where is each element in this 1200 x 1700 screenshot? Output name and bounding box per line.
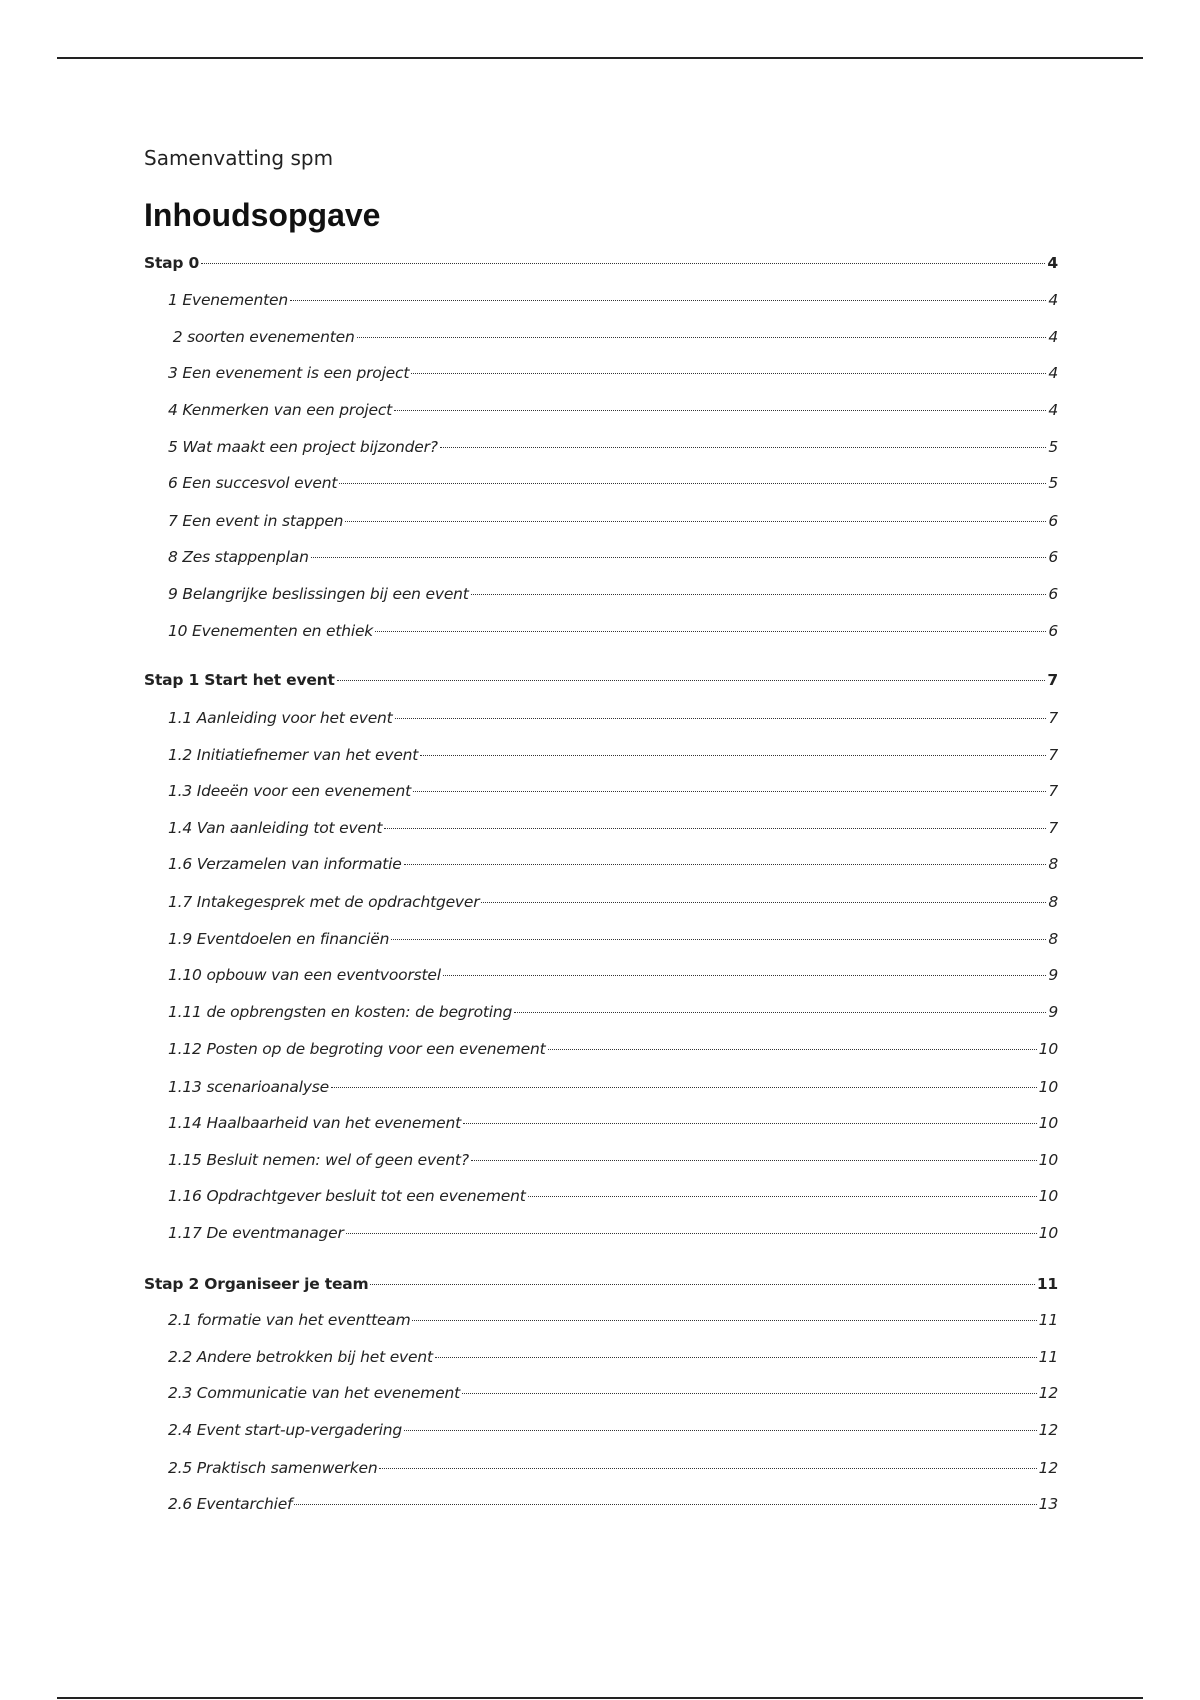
toc-page-number: 13: [1038, 1495, 1058, 1513]
toc-entry-title: 1.4 Van aanleiding tot event: [168, 819, 383, 837]
toc-entry-title: 4 Kenmerken van een project: [168, 401, 393, 419]
toc-dot-leader: [404, 1430, 1037, 1431]
toc-subsection-entry[interactable]: [144, 891, 1058, 913]
toc-page-number: 7: [1047, 671, 1058, 689]
toc-entry-title: 3 Een evenement is een project: [168, 364, 410, 382]
toc-section-entry[interactable]: [144, 1273, 1058, 1295]
toc-dot-leader: [339, 483, 1046, 484]
toc-entry-title: 1.3 Ideeën voor een evenement: [168, 782, 411, 800]
toc-entry-title: 1.14 Haalbaarheid van het evenement: [168, 1114, 461, 1132]
toc-page-number: 9: [1048, 966, 1058, 984]
toc-dot-leader: [411, 373, 1046, 374]
toc-subsection-entry[interactable]: [144, 964, 1058, 986]
toc-page-number: 7: [1048, 782, 1058, 800]
toc-dot-leader: [311, 557, 1047, 558]
toc-subsection-entry[interactable]: [144, 399, 1058, 421]
toc-subsection-entry[interactable]: [144, 1149, 1058, 1171]
toc-page-number: 5: [1048, 438, 1058, 456]
toc-entry-title: 1.11 de opbrengsten en kosten: de begroting: [168, 1003, 513, 1021]
toc-entry-title: 1.1 Aanleiding voor het event: [168, 709, 393, 727]
toc-entry-title: 2.4 Event start-up-vergadering: [168, 1421, 402, 1439]
toc-dot-leader: [346, 1233, 1037, 1234]
toc-page-number: 6: [1048, 585, 1058, 603]
toc-dot-leader: [201, 263, 1045, 264]
toc-subsection-entry[interactable]: [144, 1038, 1058, 1060]
toc-dot-leader: [379, 1468, 1036, 1469]
toc-page-number: 4: [1048, 401, 1058, 419]
toc-page-number: 8: [1048, 893, 1058, 911]
toc-page-number: 10: [1038, 1187, 1058, 1205]
toc-subsection-entry[interactable]: [144, 1346, 1058, 1368]
toc-dot-leader: [394, 410, 1046, 411]
toc-dot-leader: [384, 828, 1046, 829]
toc-dot-leader: [294, 1504, 1036, 1505]
toc-dot-leader: [331, 1087, 1037, 1088]
toc-subsection-entry[interactable]: [144, 1185, 1058, 1207]
toc-page-number: 10: [1038, 1078, 1058, 1096]
toc-page-number: 7: [1048, 819, 1058, 837]
toc-entry-title: 1 Evenementen: [168, 291, 288, 309]
toc-page-number: 6: [1048, 622, 1058, 640]
toc-page-number: 4: [1048, 328, 1058, 346]
toc-page-number: 10: [1038, 1114, 1058, 1132]
toc-page-number: 12: [1038, 1421, 1058, 1439]
toc-entry-title: 1.13 scenarioanalyse: [168, 1078, 329, 1096]
toc-subsection-entry[interactable]: [144, 1382, 1058, 1404]
toc-page-number: 9: [1048, 1003, 1058, 1021]
header-rule: [57, 57, 1143, 59]
toc-entry-title: 5 Wat maakt een project bijzonder?: [168, 438, 438, 456]
toc-dot-leader: [471, 594, 1047, 595]
toc-subsection-entry[interactable]: [144, 326, 1058, 348]
document-subtitle: Samenvatting spm: [144, 146, 334, 170]
toc-entry-title: 1.7 Intakegesprek met de opdrachtgever: [168, 893, 480, 911]
toc-entry-title: 1.2 Initiatiefnemer van het event: [168, 746, 419, 764]
toc-subsection-entry[interactable]: [144, 1222, 1058, 1244]
toc-dot-leader: [290, 300, 1046, 301]
document-title: Inhoudsopgave: [144, 197, 381, 233]
toc-dot-leader: [440, 447, 1047, 448]
toc-page-number: 12: [1038, 1459, 1058, 1477]
toc-dot-leader: [413, 791, 1046, 792]
toc-dot-leader: [375, 631, 1046, 632]
toc-dot-leader: [345, 521, 1046, 522]
toc-entry-title: 7 Een event in stappen: [168, 512, 344, 530]
toc-subsection-entry[interactable]: [144, 362, 1058, 384]
toc-dot-leader: [443, 975, 1047, 976]
toc-entry-title: 1.15 Besluit nemen: wel of geen event?: [168, 1151, 469, 1169]
toc-subsection-entry[interactable]: [144, 1112, 1058, 1134]
toc-subsection-entry[interactable]: [144, 1076, 1058, 1098]
toc-page-number: 6: [1048, 548, 1058, 566]
toc-page-number: 8: [1048, 930, 1058, 948]
toc-subsection-entry[interactable]: [144, 1457, 1058, 1479]
toc-entry-title: Stap 0: [144, 254, 200, 272]
toc-entry-title: 10 Evenementen en ethiek: [168, 622, 374, 640]
toc-page-number: 12: [1038, 1384, 1058, 1402]
toc-dot-leader: [514, 1012, 1046, 1013]
toc-entry-title: 2.5 Praktisch samenwerken: [168, 1459, 378, 1477]
toc-dot-leader: [404, 864, 1047, 865]
toc-page-number: 11: [1036, 1275, 1058, 1293]
toc-subsection-entry[interactable]: [144, 510, 1058, 532]
toc-subsection-entry[interactable]: [144, 546, 1058, 568]
toc-subsection-entry[interactable]: [144, 928, 1058, 950]
toc-entry-title: 1.17 De eventmanager: [168, 1224, 344, 1242]
toc-page-number: 4: [1048, 291, 1058, 309]
toc-page-number: 5: [1048, 474, 1058, 492]
footer-rule: [57, 1697, 1143, 1699]
toc-dot-leader: [435, 1357, 1037, 1358]
toc-subsection-entry[interactable]: [144, 472, 1058, 494]
toc-entry-title: 2.1 formatie van het eventteam: [168, 1311, 411, 1329]
toc-entry-title: Stap 2 Organiseer je team: [144, 1275, 369, 1293]
toc-dot-leader: [391, 939, 1046, 940]
toc-subsection-entry[interactable]: [144, 583, 1058, 605]
toc-entry-title: 2 soorten evenementen: [168, 328, 355, 346]
toc-entry-title: 2.6 Eventarchief: [168, 1495, 293, 1513]
toc-entry-title: 2.2 Andere betrokken bij het event: [168, 1348, 433, 1366]
toc-entry-title: 8 Zes stappenplan: [168, 548, 309, 566]
toc-subsection-entry[interactable]: [144, 780, 1058, 802]
toc-entry-title: 1.10 opbouw van een eventvoorstel: [168, 966, 441, 984]
toc-page-number: 10: [1038, 1040, 1058, 1058]
toc-subsection-entry[interactable]: [144, 1493, 1058, 1515]
toc-subsection-entry[interactable]: [144, 620, 1058, 642]
toc-page-number: 4: [1048, 364, 1058, 382]
toc-page-number: 6: [1048, 512, 1058, 530]
toc-dot-leader: [395, 718, 1047, 719]
toc-entry-title: 6 Een succesvol event: [168, 474, 338, 492]
toc-page-number: 7: [1048, 746, 1058, 764]
toc-subsection-entry[interactable]: [144, 707, 1058, 729]
toc-page-number: 10: [1038, 1151, 1058, 1169]
toc-entry-title: 1.6 Verzamelen van informatie: [168, 855, 402, 873]
toc-entry-title: 1.12 Posten op de begroting voor een evenement: [168, 1040, 546, 1058]
toc-subsection-entry[interactable]: [144, 436, 1058, 458]
toc-entry-title: Stap 1 Start het event: [144, 671, 335, 689]
toc-dot-leader: [463, 1123, 1037, 1124]
toc-subsection-entry[interactable]: [144, 1001, 1058, 1023]
toc-subsection-entry[interactable]: [144, 289, 1058, 311]
toc-subsection-entry[interactable]: [144, 817, 1058, 839]
toc-page-number: 8: [1048, 855, 1058, 873]
toc-page-number: 4: [1047, 254, 1058, 272]
toc-entry-title: 2.3 Communicatie van het evenement: [168, 1384, 461, 1402]
toc-subsection-entry[interactable]: [144, 1419, 1058, 1441]
toc-dot-leader: [420, 755, 1046, 756]
toc-dot-leader: [337, 680, 1046, 681]
toc-section-entry[interactable]: [144, 252, 1058, 274]
toc-page-number: 11: [1038, 1348, 1058, 1366]
toc-section-entry[interactable]: [144, 669, 1058, 691]
toc-dot-leader: [370, 1284, 1034, 1285]
toc-subsection-entry[interactable]: [144, 744, 1058, 766]
toc-dot-leader: [462, 1393, 1037, 1394]
toc-subsection-entry[interactable]: [144, 1309, 1058, 1331]
toc-page-number: 11: [1038, 1311, 1058, 1329]
toc-dot-leader: [548, 1049, 1037, 1050]
toc-dot-leader: [481, 902, 1046, 903]
toc-dot-leader: [471, 1160, 1037, 1161]
toc-dot-leader: [528, 1196, 1037, 1197]
toc-page-number: 7: [1048, 709, 1058, 727]
toc-dot-leader: [412, 1320, 1036, 1321]
toc-entry-title: 1.16 Opdrachtgever besluit tot een evenement: [168, 1187, 526, 1205]
toc-page-number: 10: [1038, 1224, 1058, 1242]
toc-dot-leader: [357, 337, 1047, 338]
toc-entry-title: 1.9 Eventdoelen en financiën: [168, 930, 390, 948]
toc-entry-title: 9 Belangrijke beslissingen bij een event: [168, 585, 469, 603]
toc-subsection-entry[interactable]: [144, 853, 1058, 875]
